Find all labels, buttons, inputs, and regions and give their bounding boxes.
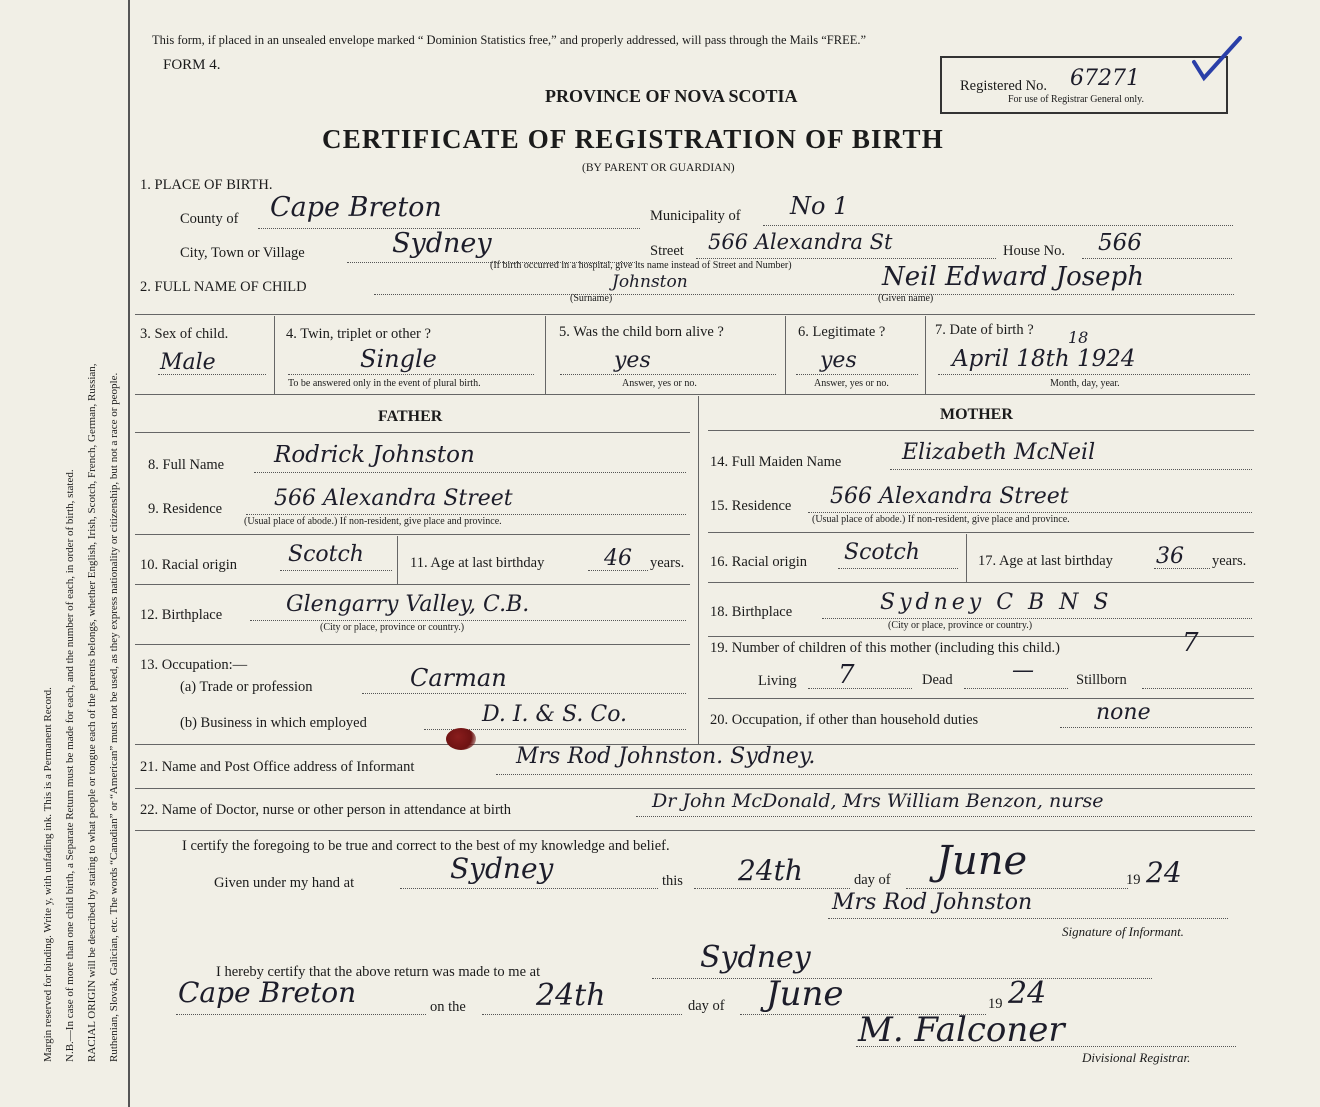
margin-note-racial-origin: RACIAL ORIGIN will be described by stating to what people or tongue each of the parents belongs, whether English, Irish, Scotch, French, German, Russian, <box>86 363 98 1062</box>
born-alive-label: 5. Was the child born alive ? <box>559 324 724 340</box>
living-value: 7 <box>838 660 855 690</box>
registrar-note: For use of Registrar General only. <box>1008 94 1144 105</box>
mother-occupation-label: 20. Occupation, if other than household duties <box>710 712 979 728</box>
mother-racial-origin-value: Scotch <box>844 540 920 565</box>
informant-signature: Mrs Rod Johnston <box>832 890 1033 915</box>
father-age-unit: years. <box>650 555 685 571</box>
given-name-note: (Given name) <box>878 293 934 304</box>
given-place-value: Sydney <box>450 852 554 885</box>
date-of-birth-day-mark: 18 <box>1068 328 1089 347</box>
province-heading: PROVINCE OF NOVA SCOTIA <box>545 86 798 106</box>
mail-note: This form, if placed in an unsealed envelope marked “ Dominion Statistics free,” and properly addressed, will pass through the Mails “FREE.” <box>152 33 867 47</box>
mother-name-value: Elizabeth McNeil <box>902 440 1096 465</box>
registrar-on-the-label: on the <box>430 999 466 1015</box>
twin-note: To be answered only in the event of plural birth. <box>288 378 481 389</box>
mother-age-label: 17. Age at last birthday <box>978 553 1113 569</box>
certificate-title: CERTIFICATE OF REGISTRATION OF BIRTH <box>322 124 944 154</box>
sex-label: 3. Sex of child. <box>140 326 229 342</box>
mother-residence-value: 566 Alexandra Street <box>830 484 1069 509</box>
registered-number: 67271 <box>1070 66 1140 91</box>
municipality-label: Municipality of <box>650 208 741 224</box>
father-name-label: 8. Full Name <box>148 457 225 473</box>
hospital-note: (If birth occurred in a hospital, give its name instead of Street and Number) <box>490 260 792 271</box>
legitimate-label: 6. Legitimate ? <box>798 324 886 340</box>
registrar-year-prefix: 19 <box>988 996 1003 1012</box>
date-of-birth-value: April 18th 1924 <box>952 346 1136 372</box>
certification-day-of-label: day of <box>854 872 891 888</box>
mother-heading: MOTHER <box>940 406 1013 423</box>
registrar-day-of-label: day of <box>688 998 725 1014</box>
twin-label: 4. Twin, triplet or other ? <box>286 326 431 342</box>
mother-children-value: 7 <box>1182 628 1199 658</box>
dead-label: Dead <box>922 672 953 688</box>
born-alive-note: Answer, yes or no. <box>622 378 697 389</box>
child-surname-value: Johnston <box>612 272 688 292</box>
certification-year-prefix: 19 <box>1126 872 1141 888</box>
stillborn-label: Stillborn <box>1076 672 1127 688</box>
father-trade-label: (a) Trade or profession <box>180 679 313 695</box>
city-value: Sydney <box>392 228 492 259</box>
informant-value: Mrs Rod Johnston. Sydney. <box>516 744 816 769</box>
registrar-statement: I hereby certify that the above return was made to me at <box>216 964 541 980</box>
registered-label: Registered No. <box>960 78 1047 94</box>
born-alive-value: yes <box>614 348 651 373</box>
father-birthplace-value: Glengarry Valley, C.B. <box>286 592 530 617</box>
margin-note-multiple-birth: N.B.—In case of more than one child birth, a Separate Return must be made for each, and the number of each, in order of birth, stated. <box>64 469 76 1062</box>
date-of-birth-label: 7. Date of birth ? <box>935 322 1034 338</box>
mother-children-label: 19. Number of children of this mother (including this child.) <box>710 640 1060 656</box>
informant-signature-label: Signature of Informant. <box>1062 924 1184 939</box>
registrar-month-value: June <box>766 974 844 1014</box>
living-label: Living <box>758 673 797 689</box>
twin-value: Single <box>360 345 437 373</box>
registrar-signature: M. Falconer <box>858 1010 1065 1050</box>
house-number-label: House No. <box>1003 243 1066 259</box>
father-business-value: D. I. & S. Co. <box>482 702 628 727</box>
dead-value: — <box>1012 658 1034 683</box>
house-number-value: 566 <box>1098 230 1142 256</box>
mother-age-unit: years. <box>1212 553 1247 569</box>
mother-birthplace-note: (City or place, province or country.) <box>888 620 1033 631</box>
place-of-birth-label: 1. PLACE OF BIRTH. <box>140 177 273 193</box>
father-age-value: 46 <box>604 546 632 571</box>
registrar-year-value: 24 <box>1008 976 1047 1011</box>
registrar-county-value: Cape Breton <box>178 976 357 1009</box>
father-heading: FATHER <box>378 408 443 425</box>
mother-residence-label: 15. Residence <box>710 498 792 514</box>
father-occupation-label: 13. Occupation:— <box>140 657 248 673</box>
form-number: FORM 4. <box>163 57 221 73</box>
county-value: Cape Breton <box>270 192 442 223</box>
informant-label: 21. Name and Post Office address of Informant <box>140 759 415 775</box>
father-birthplace-note: (City or place, province or country.) <box>320 622 465 633</box>
father-racial-origin-value: Scotch <box>288 542 364 567</box>
given-under-hand-label: Given under my hand at <box>214 875 355 891</box>
legitimate-value: yes <box>820 348 857 373</box>
mother-birthplace-label: 18. Birthplace <box>710 604 793 620</box>
father-residence-note: (Usual place of abode.) If non-resident, give place and province. <box>244 516 502 527</box>
county-label: County of <box>180 211 239 227</box>
registration-box <box>940 56 1228 114</box>
ink-blot <box>446 728 476 750</box>
registrar-signature-label: Divisional Registrar. <box>1082 1050 1191 1065</box>
check-mark-icon <box>1188 36 1248 86</box>
certification-statement: I certify the foregoing to be true and correct to the best of my knowledge and belief. <box>182 838 670 854</box>
registrar-day-value: 24th <box>536 978 606 1013</box>
registrar-place-value: Sydney <box>700 940 811 975</box>
this-label: this <box>662 873 683 889</box>
certification-month-value: June <box>936 838 1028 884</box>
child-name-label: 2. FULL NAME OF CHILD <box>140 279 307 295</box>
certification-day-value: 24th <box>738 854 803 887</box>
father-residence-label: 9. Residence <box>148 501 223 517</box>
municipality-value: No 1 <box>790 192 849 220</box>
sex-value: Male <box>160 350 216 375</box>
mother-racial-origin-label: 16. Racial origin <box>710 554 808 570</box>
father-business-label: (b) Business in which employed <box>180 715 367 731</box>
legitimate-note: Answer, yes or no. <box>814 378 889 389</box>
father-name-value: Rodrick Johnston <box>274 442 475 468</box>
attendant-label: 22. Name of Doctor, nurse or other person in attendance at birth <box>140 802 512 818</box>
child-given-names-value: Neil Edward Joseph <box>882 262 1144 292</box>
father-age-label: 11. Age at last birthday <box>410 555 545 571</box>
father-residence-value: 566 Alexandra Street <box>274 486 513 511</box>
city-label: City, Town or Village <box>180 245 305 261</box>
father-birthplace-label: 12. Birthplace <box>140 607 223 623</box>
binding-margin-line <box>128 0 130 1107</box>
margin-note-racial-origin-cont: Ruthenian, Slovak, Galician, etc. The words “Canadian” or “American” must not be used, as they express nationality or citizenship, but not a race or people. <box>108 372 120 1062</box>
street-label: Street <box>650 243 684 259</box>
certificate-subtitle: (BY PARENT OR GUARDIAN) <box>582 162 735 174</box>
mother-birthplace-value: Sydney C B N S <box>880 590 1113 615</box>
mother-occupation-value: none <box>1096 700 1151 725</box>
street-value: 566 Alexandra St <box>708 230 893 254</box>
mother-residence-note: (Usual place of abode.) If non-resident, give place and province. <box>812 514 1070 525</box>
mother-name-label: 14. Full Maiden Name <box>710 454 842 470</box>
date-of-birth-note: Month, day, year. <box>1050 378 1120 389</box>
mother-age-value: 36 <box>1156 544 1184 569</box>
margin-note-binding: Margin reserved for binding. Write y, with unfading ink. This is a Permanent Record. <box>42 687 54 1062</box>
attendant-value: Dr John McDonald, Mrs William Benzon, nurse <box>652 790 1104 812</box>
certification-year-value: 24 <box>1146 856 1182 889</box>
father-trade-value: Carman <box>410 664 507 692</box>
surname-note: (Surname) <box>570 293 613 304</box>
father-racial-origin-label: 10. Racial origin <box>140 557 238 573</box>
